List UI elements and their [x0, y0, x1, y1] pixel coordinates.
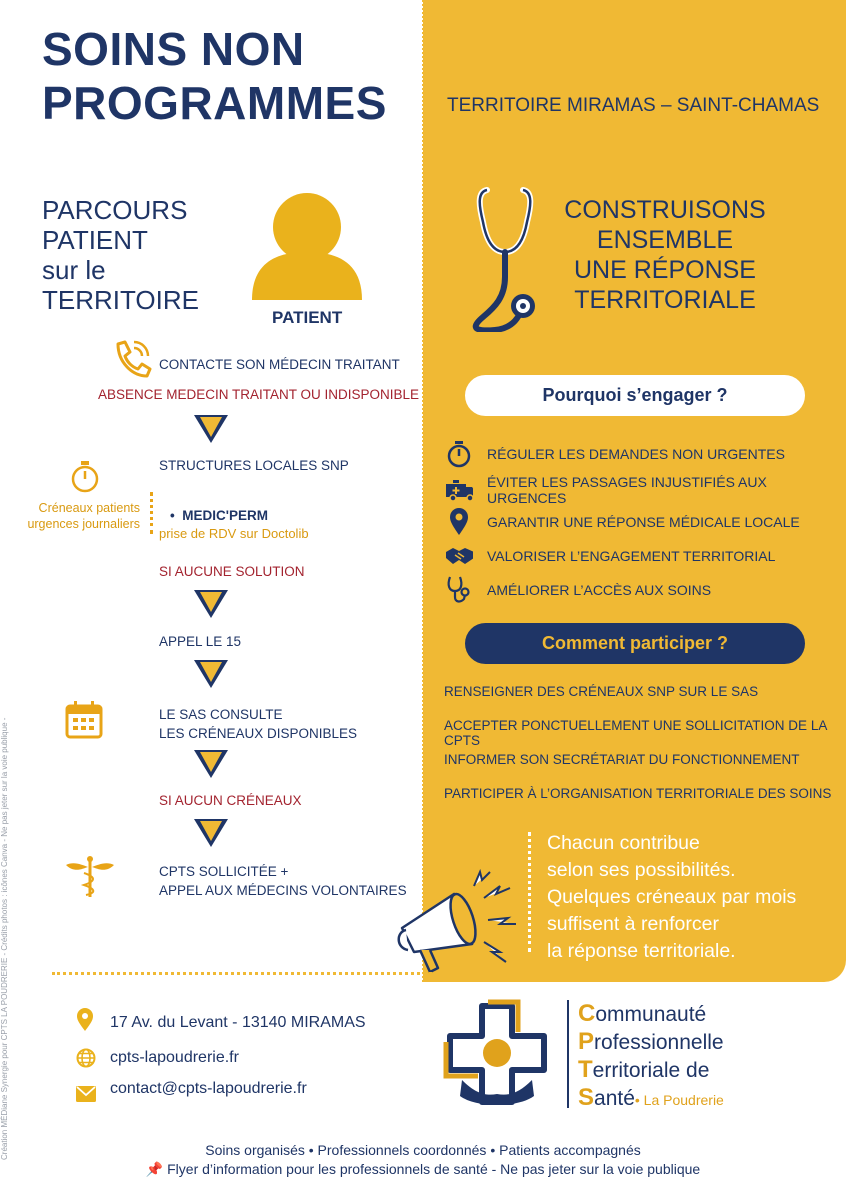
flow-step-3: APPEL LE 15: [159, 634, 242, 649]
why-item: VALORISER L’ENGAGEMENT TERRITORIAL: [445, 542, 775, 570]
globe-icon: [76, 1048, 96, 1068]
stethoscope-icon: [445, 576, 473, 604]
location-pin-icon: [76, 1008, 94, 1032]
footer-tagline: Soins organisés • Professionnels coordonnés • Patients accompagnés: [205, 1142, 641, 1158]
why-item: GARANTIR UNE RÉPONSE MÉDICALE LOCALE: [445, 508, 800, 536]
patient-label: PATIENT: [272, 308, 343, 327]
caduceus-icon: [62, 855, 118, 899]
dotted-divider: [422, 0, 424, 982]
down-chevron-icon: [192, 413, 230, 445]
down-chevron-icon: [192, 817, 230, 849]
pin-icon: 📌: [145, 1161, 164, 1177]
section-divider: [52, 972, 792, 975]
how-title: Comment participer ?: [465, 623, 805, 664]
down-chevron-icon: [192, 588, 230, 620]
creneaux-label: Créneaux patients urgences journaliers: [27, 501, 140, 531]
flow-condition-2: SI AUCUNE SOLUTION: [159, 564, 305, 579]
logo-separator: [567, 1000, 569, 1108]
medic-perm-label: • MEDIC'PERM: [170, 508, 268, 523]
location-pin-icon: [445, 508, 473, 536]
how-item: INFORMER SON SECRÉTARIAT DU FONCTIONNEMENT: [444, 752, 800, 767]
title-line-1: SOINS NON: [42, 23, 305, 75]
territoire-label: TERRITOIRE MIRAMAS – SAINT-CHAMAS: [447, 95, 820, 116]
calendar-icon: [64, 700, 104, 740]
how-item: ACCEPTER PONCTUELLEMENT UNE SOLLICITATION DE LA CPTS: [444, 718, 827, 748]
email-link[interactable]: contact@cpts-lapoudrerie.fr: [110, 1080, 307, 1097]
mail-icon: [76, 1086, 96, 1102]
phone-icon: [110, 338, 152, 378]
creneaux-dotted-line: [150, 492, 153, 534]
down-chevron-icon: [192, 748, 230, 780]
footer-notice: 📌 Flyer d’information pour les professionnels de santé - Ne pas jeter sur la voie publique: [145, 1161, 701, 1177]
why-item: AMÉLIORER L’ACCÈS AUX SOINS: [445, 576, 711, 604]
flow-condition-3: SI AUCUN CRÉNEAUX: [159, 793, 302, 808]
cpts-logo-text: Communauté Professionnelle Territoriale de Santé• La Poudrerie: [578, 1000, 724, 1111]
parcours-heading: PARCOURS PATIENT sur le TERRITOIRE: [42, 195, 199, 315]
construisons-heading: CONSTRUISONS ENSEMBLE UNE RÉPONSE TERRITORIALE: [564, 196, 766, 314]
flow-step-4: LE SAS CONSULTE LES CRÉNEAUX DISPONIBLES: [159, 707, 358, 741]
flow-step-5: CPTS SOLLICITÉE + APPEL AUX MÉDECINS VOLONTAIRES: [159, 864, 407, 898]
how-item: RENSEIGNER DES CRÉNEAUX SNP SUR LE SAS: [444, 684, 759, 699]
medic-perm-sub: prise de RDV sur Doctolib: [159, 526, 309, 541]
down-chevron-icon: [192, 658, 230, 690]
quote-dotted-line: [528, 832, 531, 952]
stopwatch-icon: [70, 458, 100, 494]
title-line-2: PROGRAMMES: [42, 77, 387, 129]
flow-condition-1: ABSENCE MEDECIN TRAITANT OU INDISPONIBLE: [98, 387, 420, 402]
vertical-credit: Création MÉDiane Synergie pour CPTS LA POUDRERIE - Crédits photos : icônes Canva - Ne pas jeter sur la voie publique -: [0, 717, 9, 1160]
why-title: Pourquoi s’engager ?: [465, 375, 805, 416]
flow-step-1: CONTACTE SON MÉDECIN TRAITANT: [159, 357, 400, 372]
cpts-logo-icon: [442, 998, 552, 1110]
how-item: PARTICIPER À L’ORGANISATION TERRITORIALE DES SOINS: [444, 786, 832, 801]
stopwatch-icon: [445, 440, 473, 468]
megaphone-icon: [392, 868, 522, 980]
why-item: ÉVITER LES PASSAGES INJUSTIFIÉS AUX URGENCES: [445, 474, 846, 506]
flow-step-2: STRUCTURES LOCALES SNP: [159, 458, 349, 473]
address-text: 17 Av. du Levant - 13140 MIRAMAS: [110, 1014, 366, 1031]
website-link[interactable]: cpts-lapoudrerie.fr: [110, 1049, 239, 1066]
page-title: [42, 22, 387, 130]
ambulance-icon: [445, 476, 473, 504]
stethoscope-large-icon: [465, 182, 545, 332]
patient-icon: [250, 190, 365, 302]
engagement-quote: Chacun contribue selon ses possibilités. Quelques créneaux par mois suffisent à renforcer la réponse territoriale.: [547, 832, 797, 962]
why-item: RÉGULER LES DEMANDES NON URGENTES: [445, 440, 785, 468]
handshake-icon: [445, 542, 473, 570]
